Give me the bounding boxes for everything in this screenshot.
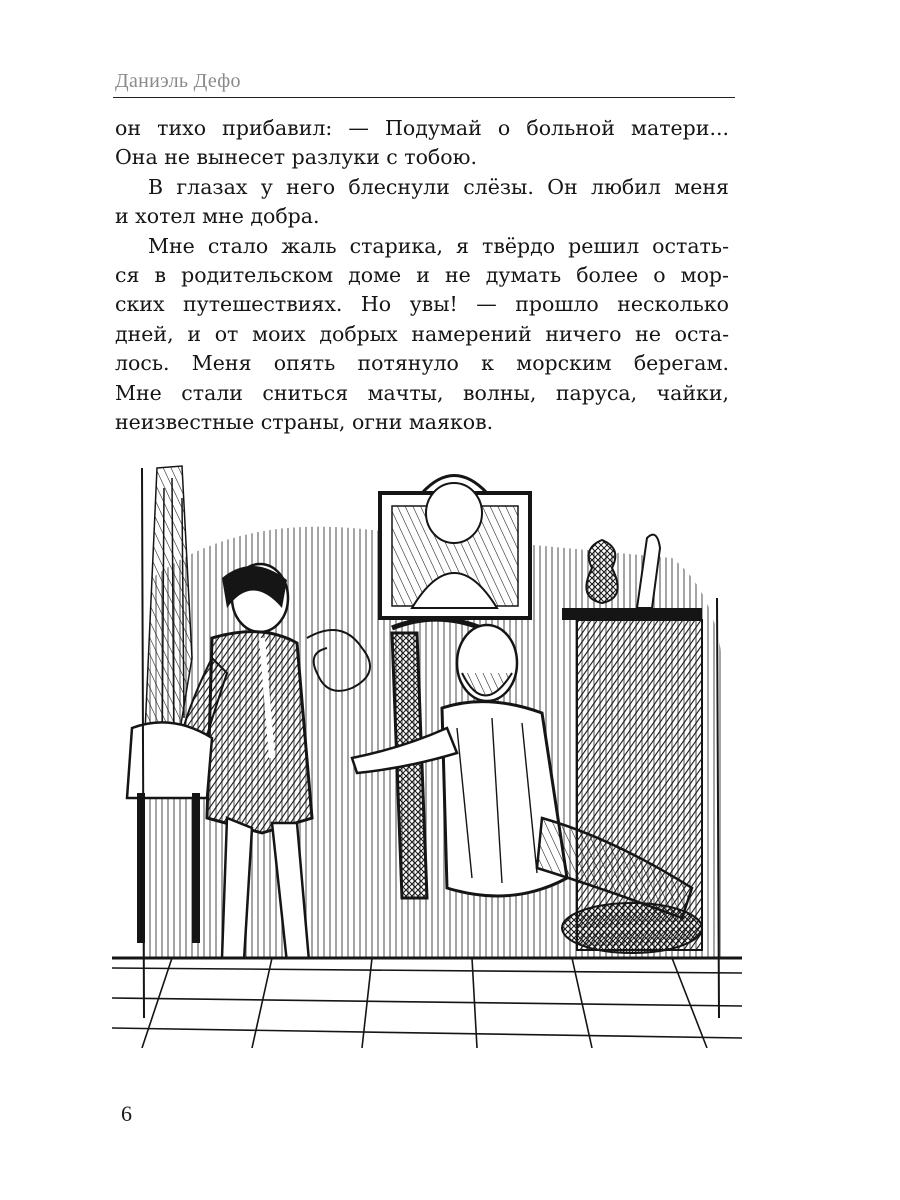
text-line: ских путешествиях. Но увы! — прошло несколько bbox=[115, 292, 729, 317]
text-line: Она не вынесет разлуки с тобою. bbox=[115, 145, 477, 170]
text-line: В глазах у него блеснули слёзы. Он любил меня bbox=[148, 174, 729, 199]
text-line: Мне стало жаль старика, я твёрдо решил остать- bbox=[148, 233, 729, 258]
body-text bbox=[115, 114, 729, 437]
text-line: он тихо прибавил: — Подумай о больной матери... bbox=[115, 116, 729, 140]
header-rule bbox=[113, 97, 735, 98]
text-line: лось. Меня опять потянуло к морским берегам. bbox=[115, 351, 729, 376]
text-line: дней, и от моих добрых намерений ничего не оста- bbox=[115, 321, 729, 346]
text-line: ся в родительском доме и не думать более о мор- bbox=[115, 263, 729, 288]
running-head: Даниэль Дефо bbox=[115, 70, 241, 92]
paragraph bbox=[115, 114, 729, 173]
text-line: и хотел мне добра. bbox=[115, 204, 320, 229]
paragraph bbox=[115, 232, 729, 438]
paragraph bbox=[115, 173, 729, 232]
page-number: 6 bbox=[121, 1101, 132, 1126]
engraving-illustration bbox=[112, 458, 742, 1048]
text-line: Мне стали сниться мачты, волны, паруса, чайки, bbox=[115, 380, 729, 405]
text-line: неизвестные страны, огни маяков. bbox=[115, 410, 494, 435]
